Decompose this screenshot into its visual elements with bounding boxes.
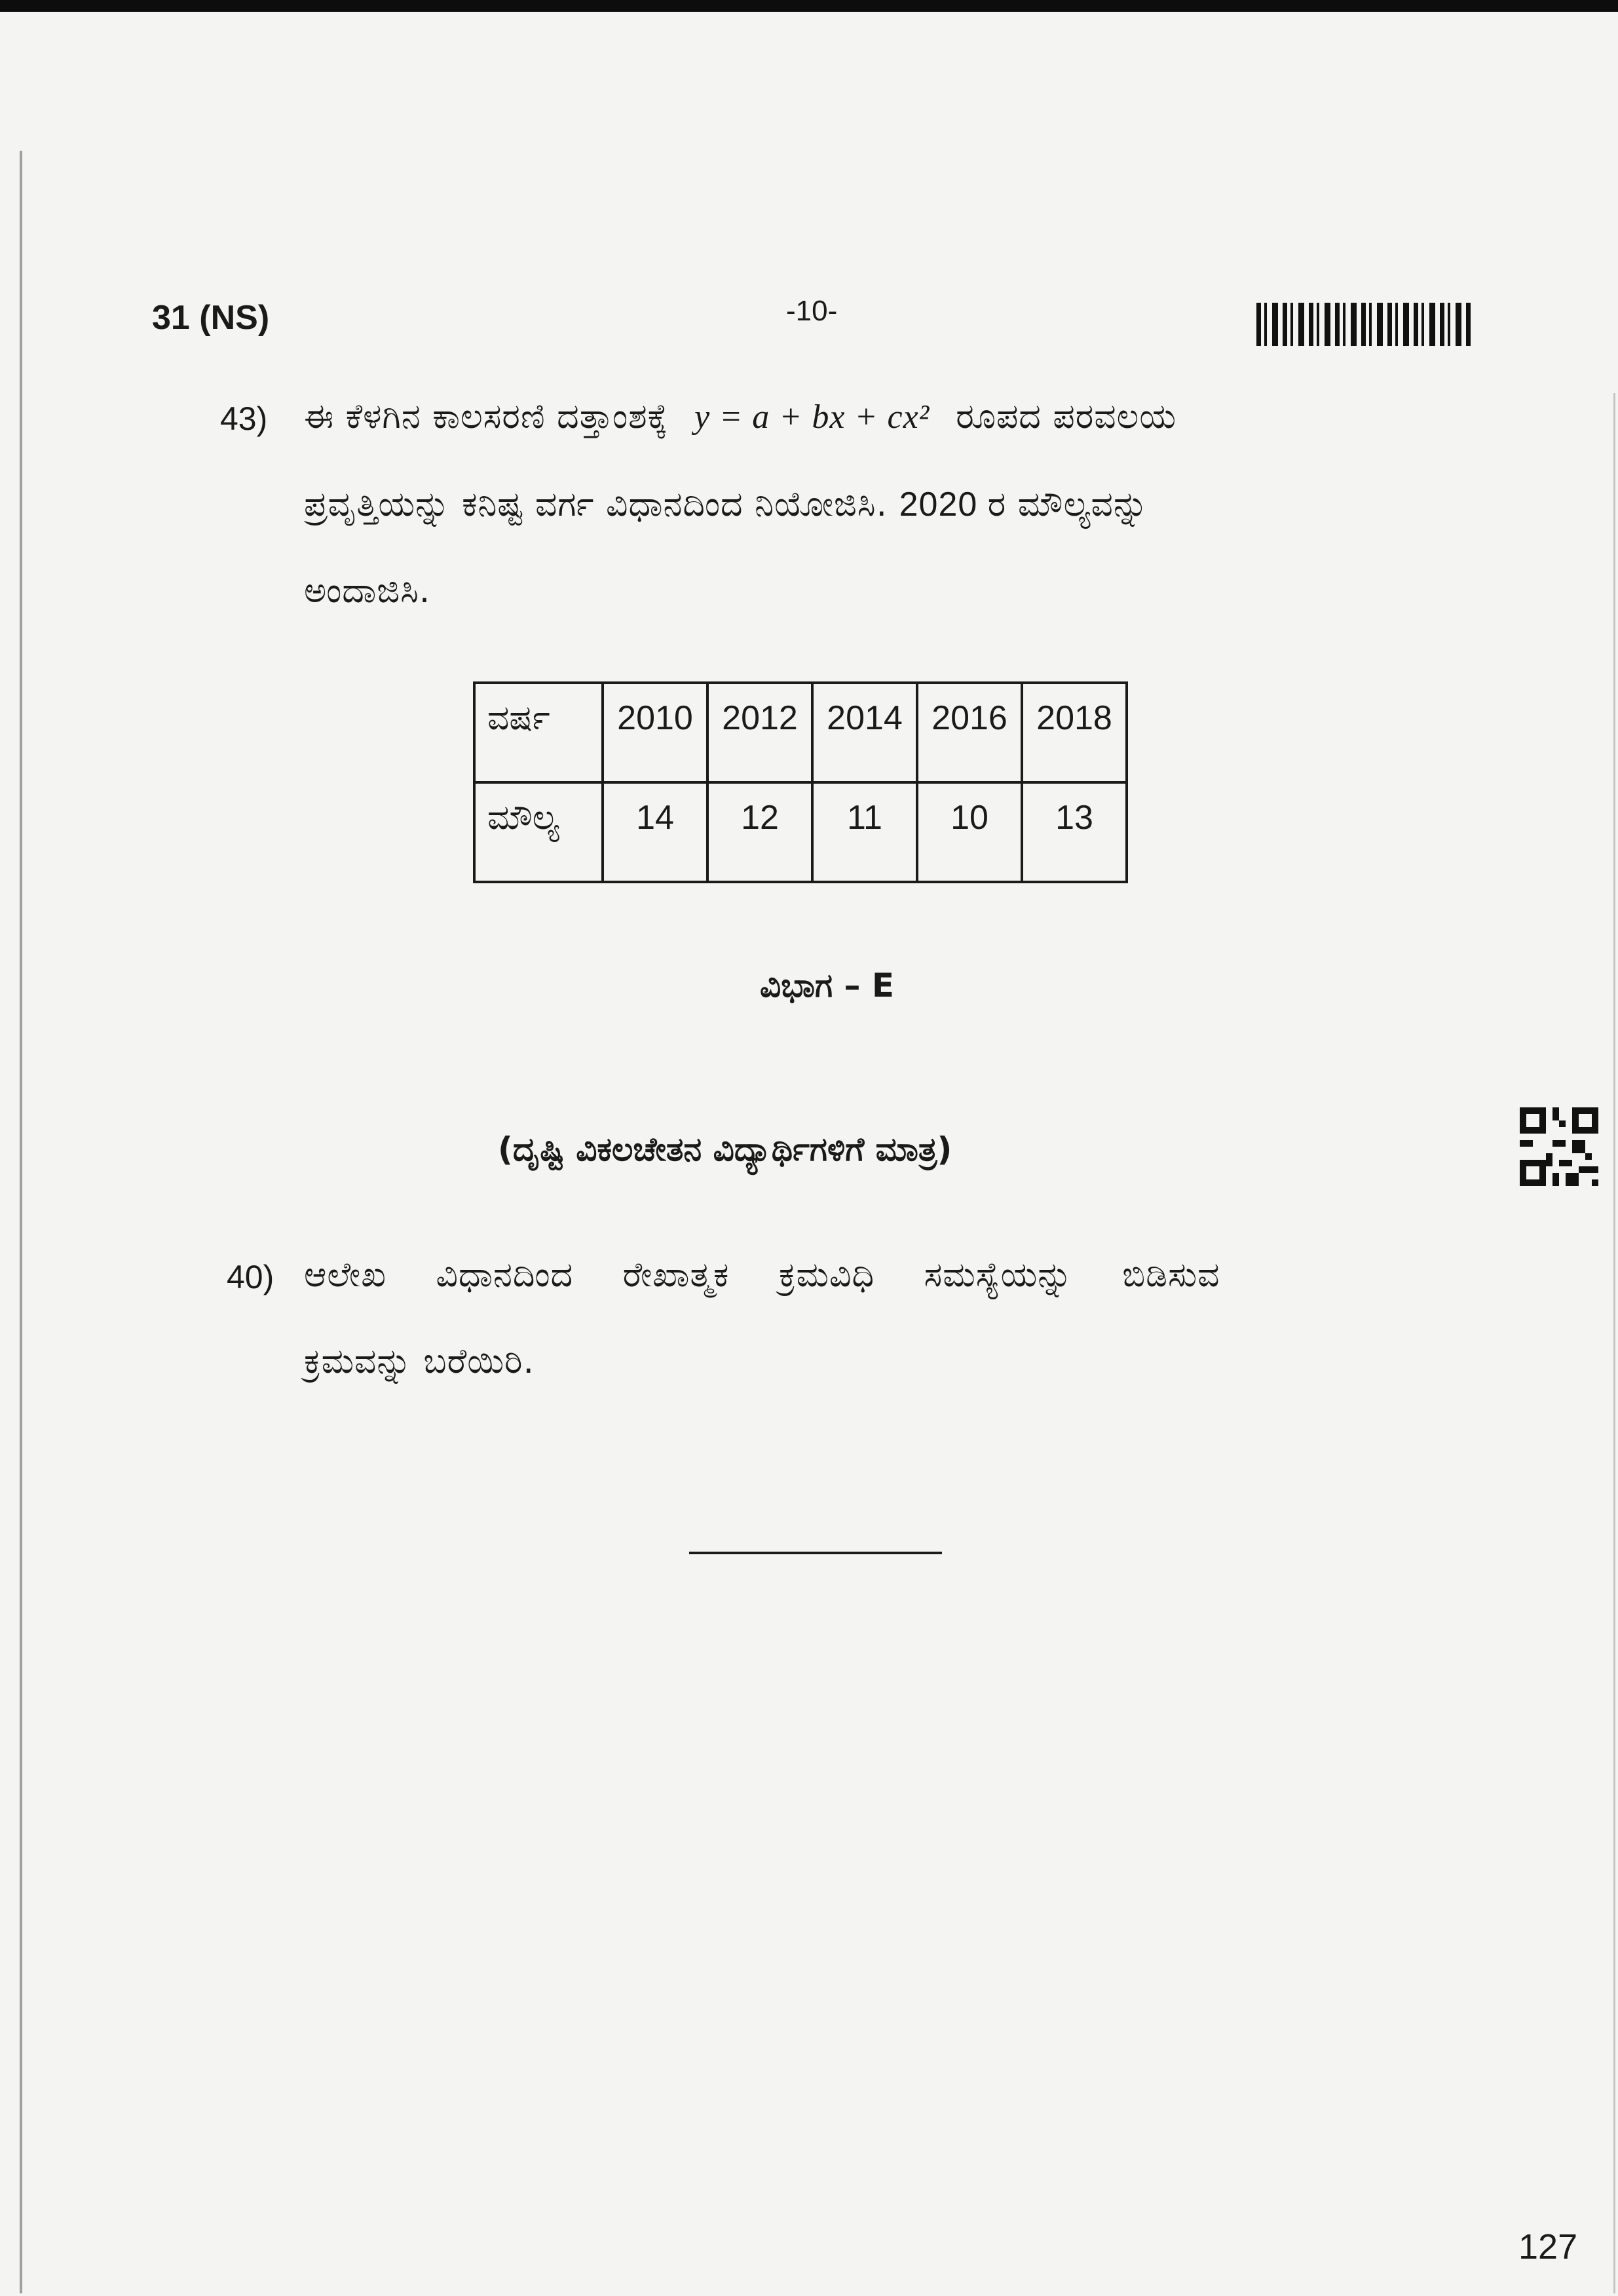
question-43-text-tail: ರೂಪದ ಪರವಲಯ: [956, 397, 1177, 436]
qr-code-icon: [1520, 1107, 1598, 1186]
row-label-value: ಮೌಲ್ಯ: [474, 782, 603, 882]
scan-top-border: [0, 0, 1618, 12]
year-cell: 2016: [917, 683, 1022, 782]
barcode-image: [1256, 303, 1473, 346]
time-series-table: [473, 681, 1128, 883]
year-cell: 2018: [1022, 683, 1127, 782]
question-43-number: 43): [220, 400, 268, 437]
year-cell: 2010: [603, 683, 707, 782]
row-label-year: ವರ್ಷ: [474, 683, 603, 782]
question-43-line-2: [304, 485, 1148, 525]
table-row-years: [474, 683, 1127, 782]
question-40-line-1: ಆಲೇಖ ವಿಧಾನದಿಂದ ರೇಖಾತ್ಮಕ ಕ್ರಮವಿಧಿ ಸಮಸ್ಯೆಯನ್ನು ಬಿಡಿಸುವ: [304, 1255, 1220, 1295]
quadratic-equation: y = a + bx + cx²: [694, 398, 930, 436]
end-of-paper-line: [689, 1552, 942, 1554]
year-cell: 2014: [812, 683, 917, 782]
table-row-values: [474, 782, 1127, 882]
section-subtitle: (ದೃಷ್ಟಿ ವಿಕಲಚೇತನ ವಿದ್ಯಾರ್ಥಿಗಳಿಗೆ ಮಾತ್ರ): [498, 1130, 952, 1168]
scan-right-edge: [1613, 393, 1615, 2293]
section-title: ವಿಭಾಗ – E: [760, 966, 895, 1004]
question-43-text-2-tail: ಮೌಲ್ಯವನ್ನು: [1017, 485, 1149, 524]
scan-left-edge: [20, 151, 22, 2293]
page-number: 127: [1518, 2227, 1578, 2267]
value-cell: 10: [917, 782, 1022, 882]
value-cell: 14: [603, 782, 707, 882]
value-cell: 11: [812, 782, 917, 882]
paper-code: 31 (NS): [152, 299, 270, 337]
question-40-number: 40): [227, 1259, 274, 1295]
page-label: -10-: [786, 295, 838, 327]
value-cell: 12: [707, 782, 812, 882]
question-43-line-1: [304, 397, 1176, 437]
question-43-line-3: ಅಂದಾಜಿಸಿ.: [304, 571, 431, 611]
target-year: 2020 ರ: [899, 486, 1007, 524]
question-43-text-2: ಪ್ರವೃತ್ತಿಯನ್ನು ಕನಿಷ್ಟ ವರ್ಗ ವಿಧಾನದಿಂದ ನಿಯೋಜಿಸಿ.: [304, 485, 888, 524]
value-cell: 13: [1022, 782, 1127, 882]
year-cell: 2012: [707, 683, 812, 782]
question-43-text: ಈ ಕೆಳಗಿನ ಕಾಲಸರಣಿ ದತ್ತಾಂಶಕ್ಕೆ: [304, 397, 669, 436]
question-40-line-2: ಕ್ರಮವನ್ನು ಬರೆಯಿರಿ.: [304, 1342, 535, 1381]
